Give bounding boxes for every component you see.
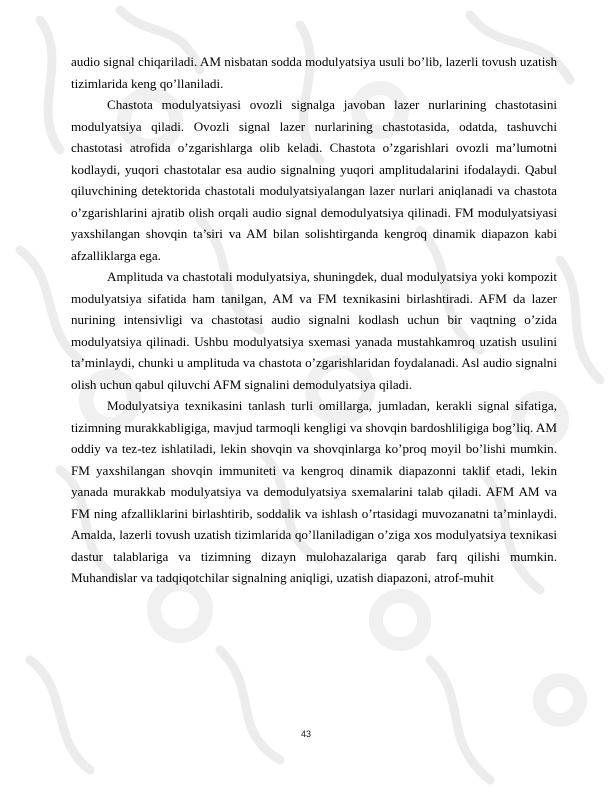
paragraph-1: audio signal chiqariladi. AM nisbatan sodda modulyatsiya usuli bo’lib, lazerli tovush uzatish tizimlarida keng qo’llaniladi. xyxy=(71,54,557,91)
paragraph-4: Modulyatsiya texnikasini tanlash turli omillarga, jumladan, kerakli signal sifatiga, tizimning murakkabligiga, mavjud tarmoqli kengligi va shovqin bardoshliligiga bog’liq. AM oddiy va tez-tez ishlatiladi, lekin shovqin va shovqinlarga ko’proq moyil bo’lishi mumkin. FM yaxshilangan shovqin immuniteti va kengroq dinamik diapazonni taklif etadi, lekin yanada murakkab modulyatsiya va demodulyatsiya sxemalarini talab qiladi. AFM AM va FM ning afzalliklarini birlashtirib, soddalik va ishlash o’rtasidagi muvozanatni ta’minlaydi. Amalda, lazerli tovush uzatish tizimlarida qo’llaniladigan o’ziga xos modulyatsiya texnikasi dastur talablariga va tizimning dizayn mulohazalariga qarab farq qilishi mumkin. Muhandislar va tadqiqotchilar signalning aniqligi, uzatish diapazoni, atrof-muhit xyxy=(71,398,557,585)
paragraph-3: Amplituda va chastotali modulyatsiya, shuningdek, dual modulyatsiya yoki kompozit modulyatsiya sifatida ham tanilgan, AM va FM texnikasini birlashtiradi. AFM da lazer nurining intensivligi va chastotasi audio signalni kodlash uchun bir vaqtning o’zida modulyatsiya qilinadi. Ushbu modulyatsiya sxemasi yanada mustahkamroq uzatish usulini ta’minlaydi, chunki u amplituda va chastota o’zgarishlaridan foydalanadi. Asl audio signalni olish uchun qabul qiluvchi AFM signalini demodulyatsiya qiladi. xyxy=(71,269,557,392)
paragraph-2: Chastota modulyatsiyasi ovozli signalga javoban lazer nurlarining chastotasini modulyatsiya qiladi. Ovozli signal lazer nurlarining chastotasida, odatda, tashuvchi chastotasi atrofida o’zgarishlarga olib keladi. Chastota o’zgarishlari ovozli ma’lumotni kodlaydi, yuqori chastotalar esa audio signalning yuqori amplitudalarini ifodalaydi. Qabul qiluvchining detektorida chastotali modulyatsiyalangan lazer nurlari aniqlanadi va chastota o’zgarishlarini ajratib olish orqali audio signal demodulyatsiya qilinadi. FM modulyatsiyasi yaxshilangan shovqin ta’siri va AM bilan solishtirganda kengroq dinamik diapazon kabi afzalliklarga ega. xyxy=(71,97,557,263)
body-text xyxy=(71,51,557,589)
page-number: 43 xyxy=(300,729,311,739)
